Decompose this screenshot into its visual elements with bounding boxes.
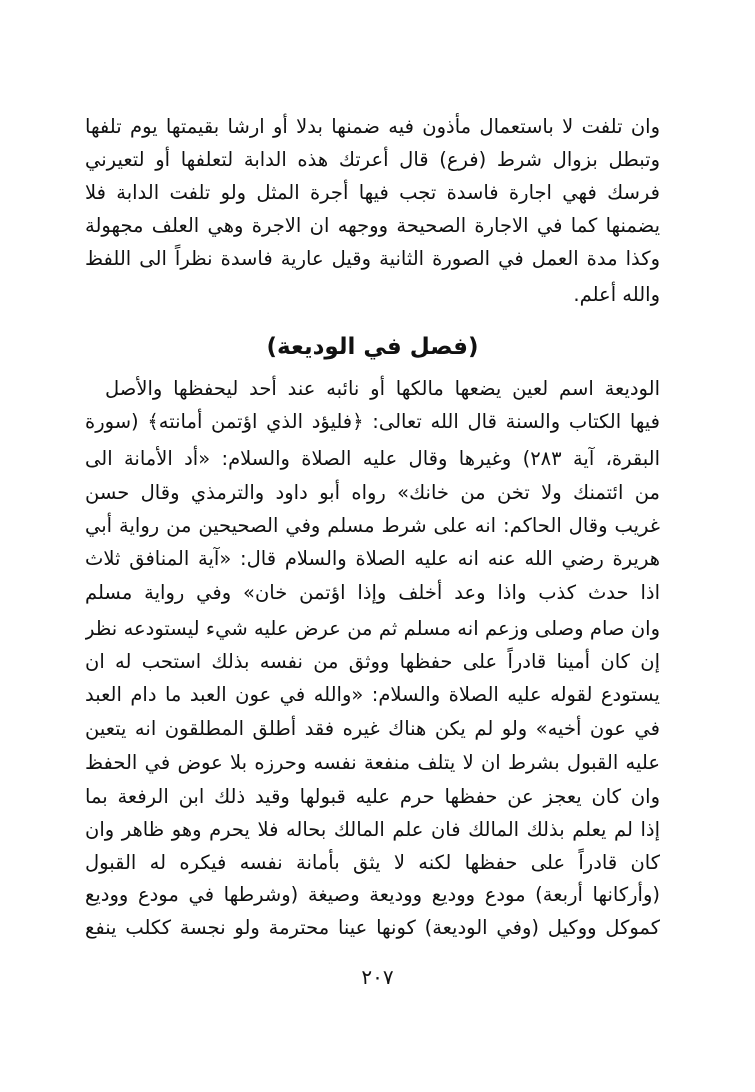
text-line: هريرة رضي الله عنه انه عليه الصلاة والسلام قال: «آية المنافق ثلاث	[85, 547, 660, 570]
text-line: وتبطل بزوال شرط (فرع) قال أعرتك هذه الدابة لتعلفها أو لتعيرني	[85, 148, 660, 171]
text-line: غريب وقال الحاكم: انه على شرط مسلم وفي الصحيحين من رواية أبي	[85, 514, 660, 537]
text-line: فيها الكتاب والسنة قال الله تعالى: ﴿فليؤد الذي اؤتمن أمانته﴾ (سورة	[85, 410, 660, 433]
text-line: البقرة، آية ٢٨٣) وغيرها وقال عليه الصلاة والسلام: «أد الأمانة الى	[85, 447, 660, 470]
text-line: يستودع لقوله عليه الصلاة والسلام: «والله في عون العبد ما دام العبد	[85, 683, 660, 706]
text-line: (وأركانها أربعة) مودع ووديع ووديعة وصيغة (وشرطها في مودع ووديع	[85, 883, 660, 906]
text-line: كان قادراً على حفظها لكنه لا يثق بأمانة نفسه فيكره له القبول	[85, 851, 660, 874]
text-line: يضمنها كما في الاجارة الصحيحة ووجهه ان الاجرة وهي العلف مجهولة	[85, 214, 660, 237]
text-line: وان تلفت لا باستعمال مأذون فيه ضمنها بدلا أو ارشا بقيمتها يوم تلفها	[85, 115, 660, 138]
text-line: إن كان أمينا قادراً على حفظها ووثق من نفسه بذلك استحب له ان	[85, 650, 660, 673]
text-line: من ائتمنك ولا تخن من خانك» رواه أبو داود والترمذي وقال حسن	[85, 481, 660, 504]
text-line: والله أعلم.	[573, 283, 660, 306]
text-line: اذا حدث كذب واذا وعد أخلف وإذا اؤتمن خان» وفي رواية مسلم	[85, 581, 660, 604]
text-line: الوديعة اسم لعين يضعها مالكها أو نائبه عند أحد ليحفظها والأصل	[105, 377, 660, 400]
text-line: عليه القبول بشرط ان لا يتلف منفعة نفسه وحرزه بلا عوض في الحفظ	[85, 751, 660, 774]
text-line: إذا لم يعلم بذلك المالك فان علم المالك بحاله فلا يحرم وهو ظاهر وان	[85, 818, 660, 841]
section-heading: (فصل في الوديعة)	[266, 334, 479, 360]
text-line: في عون أخيه» ولو لم يكن هناك غيره فقد أطلق المطلقون انه يتعين	[85, 717, 660, 740]
text-line: وان كان يعجز عن حفظها حرم عليه قبولها وقيد ذلك ابن الرفعة بما	[85, 785, 660, 808]
text-line: فرسك فهي اجارة فاسدة تجب فيها أجرة المثل ولو تلفت الدابة فلا	[85, 181, 660, 204]
text-line: وان صام وصلى وزعم انه مسلم ثم من عرض عليه شيء ليستودعه نظر	[85, 617, 660, 640]
page-number: ٢٠٧	[361, 965, 394, 989]
text-line: كموكل ووكيل (وفي الوديعة) كونها عينا محترمة ولو نجسة ككلب ينفع	[85, 916, 660, 939]
text-line: وكذا مدة العمل في الصورة الثانية وقيل عارية فاسدة نظراً الى اللفظ	[85, 247, 660, 270]
